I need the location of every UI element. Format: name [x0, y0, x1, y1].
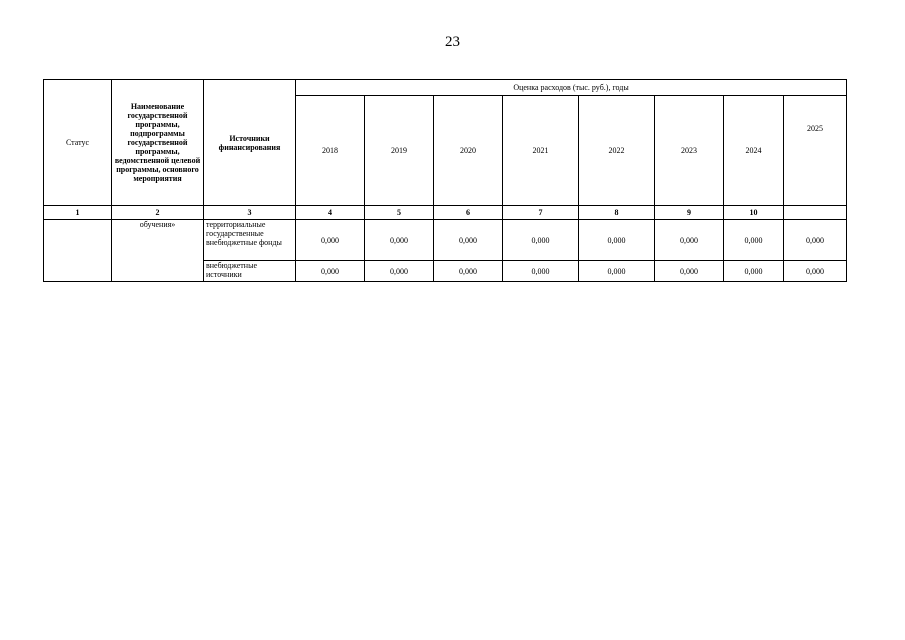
column-number: 10	[724, 206, 784, 220]
header-year: 2022	[579, 96, 655, 206]
column-number: 9	[655, 206, 724, 220]
cell-value: 0,000	[365, 261, 434, 282]
header-year: 2023	[655, 96, 724, 206]
header-year: 2019	[365, 96, 434, 206]
budget-table	[43, 79, 847, 282]
table-row	[44, 220, 847, 261]
column-number-row	[44, 206, 847, 220]
column-number: 5	[365, 206, 434, 220]
column-number: 3	[204, 206, 296, 220]
header-cost-estimate: Оценка расходов (тыс. руб.), годы	[296, 80, 847, 96]
column-number: 8	[579, 206, 655, 220]
cell-value: 0,000	[296, 261, 365, 282]
header-year: 2024	[724, 96, 784, 206]
column-number: 7	[503, 206, 579, 220]
header-status: Статус	[44, 80, 112, 206]
page-number: 23	[445, 34, 460, 50]
header-program-name: Наименование государственной программы, подпрограммы государственной программы, ведомственной целевой программы, основного мероприятия	[112, 80, 204, 206]
cell-value: 0,000	[724, 261, 784, 282]
column-number: 4	[296, 206, 365, 220]
column-number: 2	[112, 206, 204, 220]
cell-value: 0,000	[503, 261, 579, 282]
cell-value: 0,000	[365, 220, 434, 261]
row-source: внебюджетные источники	[204, 261, 296, 282]
header-sources: Источники финансирования	[204, 80, 296, 206]
header-year: 2025	[784, 96, 847, 206]
cell-value: 0,000	[579, 261, 655, 282]
header-year: 2021	[503, 96, 579, 206]
row-status	[44, 220, 112, 282]
table-header-row	[44, 80, 847, 96]
cell-value: 0,000	[434, 220, 503, 261]
cell-value: 0,000	[655, 261, 724, 282]
cell-value: 0,000	[724, 220, 784, 261]
cell-value: 0,000	[503, 220, 579, 261]
cell-value: 0,000	[784, 261, 847, 282]
header-year: 2020	[434, 96, 503, 206]
cell-value: 0,000	[579, 220, 655, 261]
row-source: территориальные государственные внебюджетные фонды	[204, 220, 296, 261]
cell-value: 0,000	[655, 220, 724, 261]
header-year: 2018	[296, 96, 365, 206]
cell-value: 0,000	[296, 220, 365, 261]
cell-value: 0,000	[784, 220, 847, 261]
row-program-name: обучения»	[112, 220, 204, 282]
cell-value: 0,000	[434, 261, 503, 282]
column-number: 1	[44, 206, 112, 220]
column-number	[784, 206, 847, 220]
column-number: 6	[434, 206, 503, 220]
